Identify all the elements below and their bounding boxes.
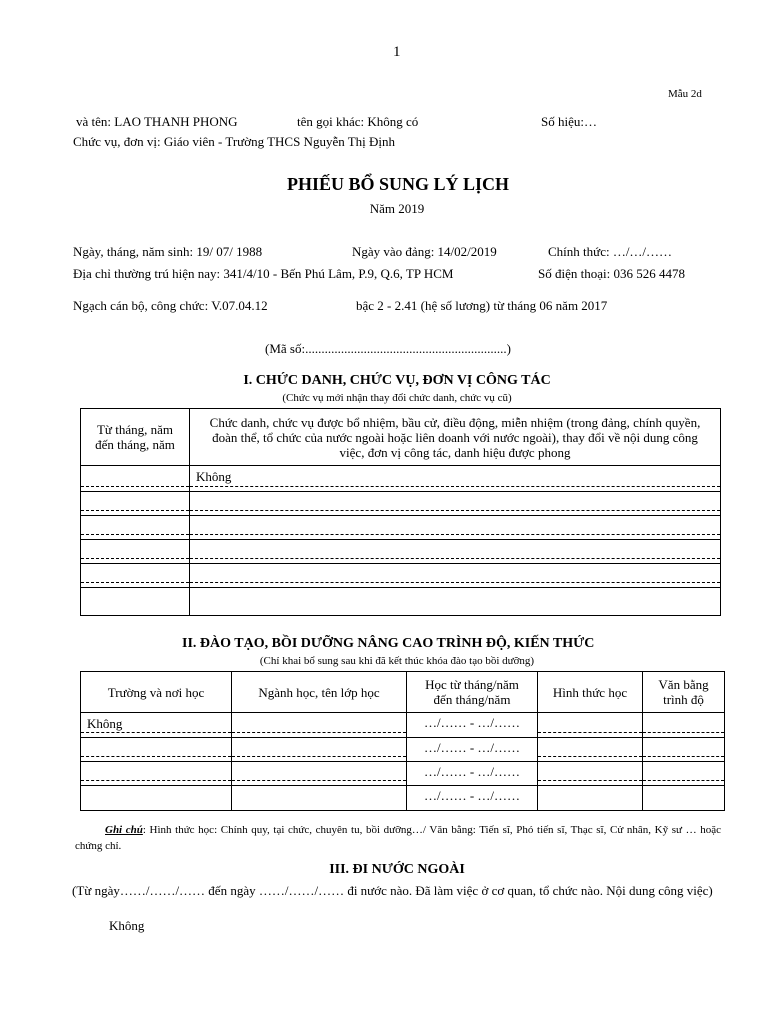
grade-field: bậc 2 - 2.41 (hệ số lương) từ tháng 06 năm 2017 <box>356 298 608 313</box>
footnote <box>75 822 721 854</box>
first-entry: Không <box>196 469 232 484</box>
col-header-period: Từ tháng, năm đến tháng, năm <box>81 409 190 466</box>
year-label: Năm 2019 <box>369 201 425 216</box>
first-entry: Không <box>87 716 123 731</box>
period-placeholder: …/…… - …/…… <box>423 715 521 730</box>
page-number: 1 <box>393 44 401 60</box>
page-title: PHIẾU BỔ SUNG LÝ LỊCH <box>286 174 510 194</box>
footnote-label: Ghi chú <box>105 824 143 836</box>
dob-field: Ngày, tháng, năm sinh: 19/ 07/ 1988 <box>73 244 263 259</box>
form-code: Mẫu 2d <box>668 88 702 100</box>
positions-table <box>80 408 721 616</box>
name-field: và tên: LAO THANH PHONG <box>76 114 238 129</box>
table-row <box>190 466 721 492</box>
period-placeholder: …/…… - …/…… <box>423 764 521 779</box>
rank-field: Ngạch cán bộ, công chức: V.07.04.12 <box>73 298 268 313</box>
table-row <box>81 466 190 492</box>
id-field: Số hiệu:… <box>541 114 597 129</box>
address-field: Địa chỉ thường trú hiện nay: 341/4/10 - Bến Phú Lâm, P.9, Q.6, TP HCM <box>73 266 454 281</box>
col-header-major: Ngành học, tên lớp học <box>232 672 407 713</box>
code-field: (Mã số:..............................................................) <box>265 341 511 356</box>
alias-field: tên gọi khác: Không có <box>297 114 419 129</box>
period-placeholder: …/…… - …/…… <box>423 740 521 755</box>
col-header-period: Học từ tháng/năm đến tháng/năm <box>407 672 538 713</box>
section1-title: I. CHỨC DANH, CHỨC VỤ, ĐƠN VỊ CÔNG TÁC <box>243 373 551 388</box>
section3-title: III. ĐI NƯỚC NGOÀI <box>329 862 465 877</box>
party-join-field: Ngày vào đảng: 14/02/2019 <box>352 244 497 259</box>
col-header-position: Chức danh, chức vụ được bổ nhiệm, bầu cử, điều động, miễn nhiệm (trong đảng, chính quyền, đoàn thể, tổ chức của nước ngoài hoặc liên doanh với nước ngoài), thay đổi về nội dung công việc, đơn vị công tác, danh hiệu được phong <box>190 409 721 466</box>
section3-text: (Từ ngày……/……/…… đến ngày ……/……/…… đi nước nào. Đã làm việc ở cơ quan, tổ chức nào. Nội dung công việc) <box>72 883 713 898</box>
col-header-school: Trường và nơi học <box>81 672 232 713</box>
training-table <box>80 671 725 811</box>
col-header-mode: Hình thức học <box>538 672 643 713</box>
period-placeholder: …/…… - …/…… <box>423 788 521 803</box>
official-field: Chính thức: …/…/…… <box>548 244 673 259</box>
phone-field: Số điện thoại: 036 526 4478 <box>538 266 685 281</box>
section3-answer: Không <box>109 918 145 933</box>
section2-title: II. ĐÀO TẠO, BỒI DƯỠNG NÂNG CAO TRÌNH ĐỘ, KIẾN THỨC <box>182 636 595 651</box>
section1-note: (Chức vụ mới nhận thay đổi chức danh, chức vụ cũ) <box>282 392 512 404</box>
footnote-text: : Hình thức học: Chính quy, tại chức, chuyên tu, bồi dưỡng…/ Văn bằng: Tiến sĩ, Phó tiến sĩ, Thạc sĩ, Cử nhân, Kỹ sư … hoặc chứng chỉ. <box>75 824 721 852</box>
section2-note: (Chỉ khai bổ sung sau khi đã kết thúc khóa đào tạo bồi dưỡng) <box>259 655 535 667</box>
position-field: Chức vụ, đơn vị: Giáo viên - Trường THCS Nguyễn Thị Định <box>73 134 396 149</box>
col-header-degree: Văn bằng trình độ <box>643 672 725 713</box>
